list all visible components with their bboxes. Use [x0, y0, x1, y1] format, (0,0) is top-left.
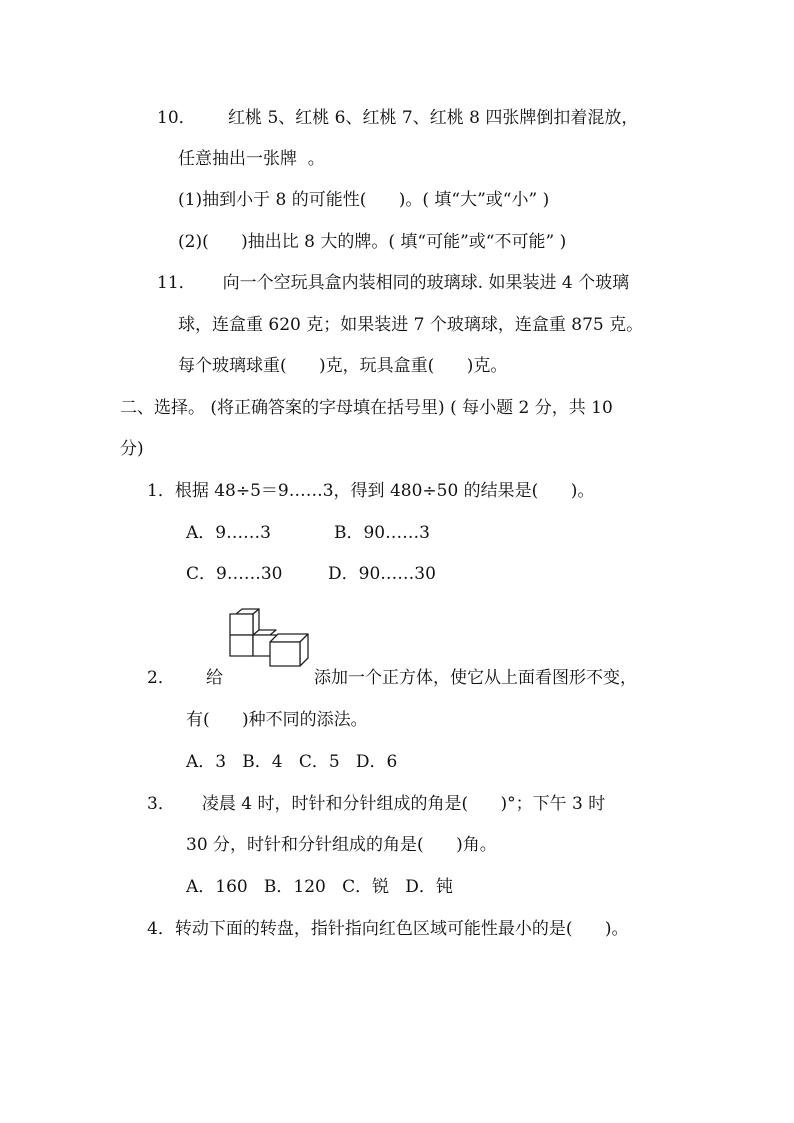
section2-heading: 二、选择。 (将正确答案的字母填在括号里) ( 每小题 2 分，共 10: [120, 398, 613, 418]
q11-line3: 每个玻璃球重( )克，玩具盒重( )克。: [178, 356, 508, 376]
choice2-options: A．3 B．4 C．5 D．6: [186, 752, 398, 772]
q10-sub1: (1)抽到小于 8 的可能性( )。( 填“大”或“小” ): [178, 190, 550, 210]
q10-sub2: (2)( )抽出比 8 大的牌。( 填“可能”或“不可能” ): [178, 232, 567, 252]
q10-line2: 任意抽出一张牌 。: [178, 149, 325, 169]
cube-stack-figure: [228, 608, 312, 668]
choice2-number: 2．: [147, 668, 175, 688]
choice1-option-d: D．90……30: [328, 564, 436, 584]
choice2-stem: 添加一个正方体，使它从上面看图形不变，: [314, 668, 637, 688]
cube-front-face: [230, 635, 253, 656]
choice3-line2: 30 分，时针和分针组成的角是( )角。: [186, 835, 497, 855]
q11-line2: 球，连盒重 620 克；如果装进 7 个玻璃球，连盒重 875 克。: [178, 315, 644, 335]
choice2-give: 给: [206, 668, 223, 688]
choice4-stem: 4．转动下面的转盘，指针指向红色区域可能性最小的是( )。: [147, 919, 629, 939]
cube-front-face: [230, 614, 253, 635]
choice3-line1: 3． 凌晨 4 时，时针和分针组成的角是( )°；下午 3 时: [147, 794, 606, 814]
choice1-option-a: A．9……3: [186, 523, 271, 543]
choice1-option-c: C．9……30: [186, 564, 283, 584]
choice1-option-b: B．90……3: [334, 523, 430, 543]
choice3-options: A．160 B．120 C．锐 D．钝: [186, 877, 453, 897]
q10-line1: 10． 红桃 5、红桃 6、红桃 7、红桃 8 四张牌倒扣着混放，: [157, 108, 639, 128]
choice2-line2: 有( )种不同的添法。: [186, 710, 368, 730]
cube-front-face: [270, 642, 300, 666]
section2-heading-cont: 分): [120, 439, 144, 459]
choice1-stem: 1．根据 48÷5＝9……3，得到 480÷50 的结果是( )。: [147, 481, 595, 501]
q11-line1: 11． 向一个空玩具盒内装相同的玻璃球. 如果装进 4 个玻璃: [157, 273, 630, 293]
